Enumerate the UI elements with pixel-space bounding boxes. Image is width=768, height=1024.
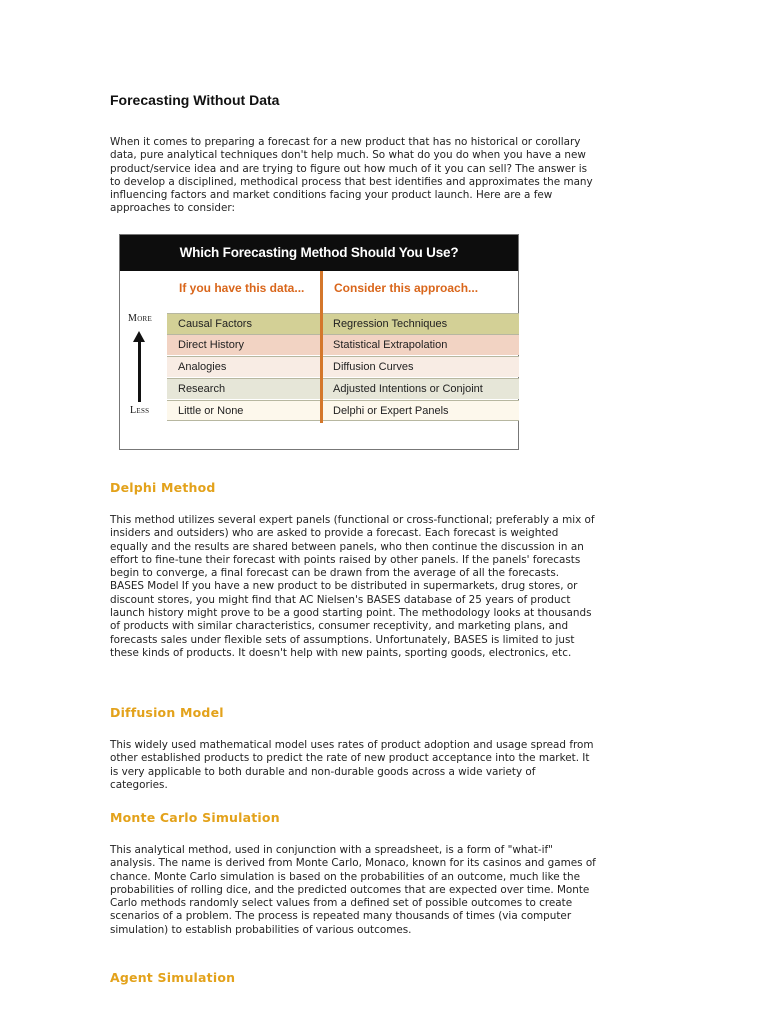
figure-row-data: Research: [178, 383, 226, 395]
figure-row-approach: Delphi or Expert Panels: [333, 405, 449, 417]
figure-row-data: Causal Factors: [178, 318, 252, 330]
figure-row-approach: Statistical Extrapolation: [333, 339, 448, 351]
figure-row-approach: Regression Techniques: [333, 318, 448, 330]
figure-title: Which Forecasting Method Should You Use?: [120, 235, 518, 271]
section-heading-delphi: Delphi Method: [110, 480, 216, 495]
figure-row: [167, 313, 519, 334]
section-body-delphi: This method utilizes several expert panels (functional or cross-functional; preferably a mix of insiders and outsiders) who are asked to provide a forecast. Each forecast is weighted equally and the results are shared between panels, who then continue the discussion in an effort to fine-tune their forecast with points raised by other panels. If the panels' forecasts begin to converge, a final forecast can be drawn from the average of all the forecasts. BASES Model If you have a new product to be distributed in supermarkets, drug stores, or discount stores, you might find that AC Nielsen's BASES database of 25 years of product launch history might prove to be a good starting point. The methodology looks at thousands of products with similar characteristics, consumer receptivity, and marketing plans, and forecasts sales under flexible sets of assumptions. Unfortunately, BASES is limited to just these kinds of products. It doesn't help with new paints, sporting goods, electronics, etc.: [110, 514, 595, 659]
figure-row: [167, 400, 519, 421]
figure-row-approach: Adjusted Intentions or Conjoint: [333, 383, 483, 395]
section-heading-diffusion: Diffusion Model: [110, 705, 224, 720]
more-label: More: [128, 313, 153, 324]
figure-row-approach: Diffusion Curves: [333, 361, 414, 373]
figure-row-data: Little or None: [178, 405, 244, 417]
figure-column-divider: [320, 271, 323, 423]
figure-row-data: Analogies: [178, 361, 227, 373]
figure-column-header-data: If you have this data...: [179, 281, 305, 295]
intro-paragraph: When it comes to preparing a forecast for a new product that has no historical or corollary data, pure analytical techniques don't help much. So what do you do when you have a new product/service idea and are trying to figure out how much of it you can sell? The answer is to develop a disciplined, methodical process that best identifies and approximates the many influencing factors and market conditions facing your product launch. Here are a few approaches to consider:: [110, 136, 593, 215]
figure-row: [167, 378, 519, 399]
figure-row: [167, 356, 519, 377]
section-heading-agent: Agent Simulation: [110, 970, 236, 985]
section-heading-monte-carlo: Monte Carlo Simulation: [110, 810, 280, 825]
page-title: Forecasting Without Data: [110, 92, 280, 108]
forecasting-method-figure: [119, 234, 519, 450]
less-label: Less: [130, 405, 150, 416]
arrow-shaft: [138, 340, 141, 402]
section-body-monte-carlo: This analytical method, used in conjunction with a spreadsheet, is a form of "what-if" analysis. The name is derived from Monte Carlo, Monaco, known for its casinos and games of chance. Monte Carlo simulation is based on the probabilities of an outcome, much like the probabilities of rolling dice, and the predicted outcomes that are expected over time. Monte Carlo methods randomly select values from a defined set of possible outcomes to create scenarios of a problem. The process is repeated many thousands of times (via computer simulation) to establish probabilities of various outcomes.: [110, 844, 596, 936]
figure-row: [167, 334, 519, 355]
figure-column-header-approach: Consider this approach...: [334, 281, 479, 295]
section-body-diffusion: This widely used mathematical model uses rates of product adoption and usage spread from other established products to predict the rate of new product acceptance into the market. It is very applicable to both durable and non-durable goods across a wide variety of categories.: [110, 739, 594, 791]
figure-row-data: Direct History: [178, 339, 245, 351]
